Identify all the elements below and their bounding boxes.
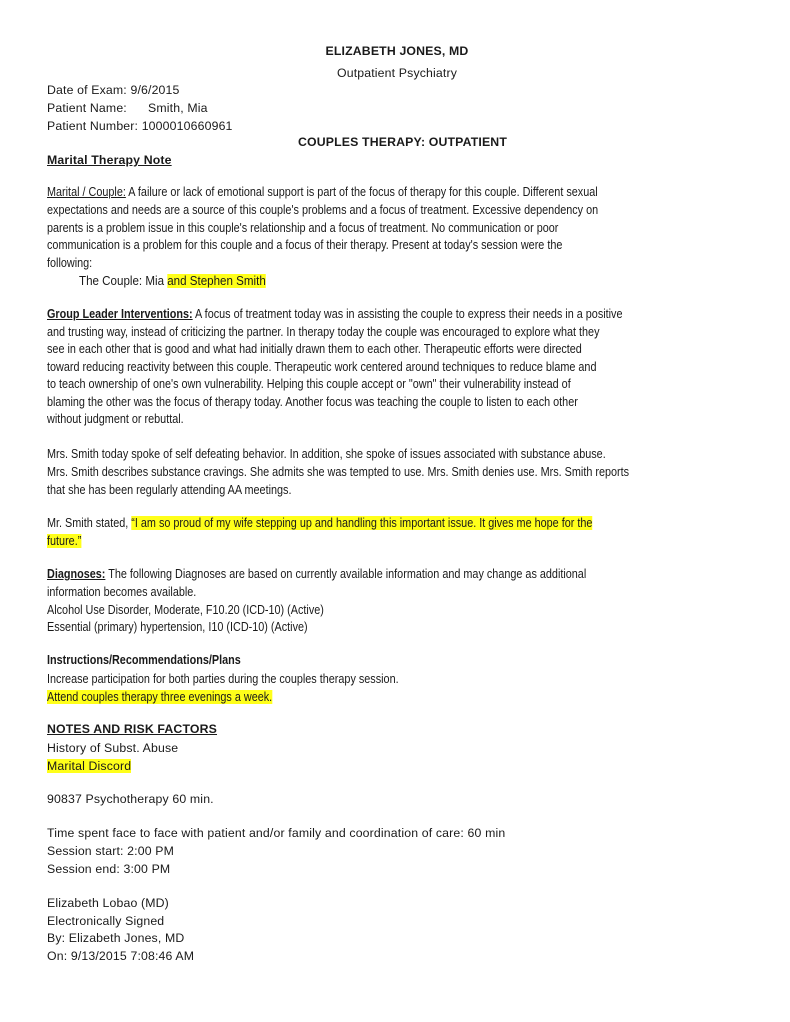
patient-number — [47, 119, 233, 133]
department — [0, 66, 790, 80]
interventions-text: to teach ownership of one's own vulnerability. Helping this couple accept or "own" their vulnerability instead of — [47, 377, 571, 391]
billing-code-text: 90837 Psychotherapy 60 min. — [47, 792, 214, 806]
note-type-text: COUPLES THERAPY: OUTPATIENT — [298, 135, 508, 149]
instructions-line — [47, 670, 456, 688]
signature-by-text: By: Elizabeth Jones, MD — [47, 931, 185, 945]
patient-number-value: 1000010660961 — [141, 119, 233, 133]
diagnoses-line — [47, 583, 221, 601]
instructions-highlight: Attend couples therapy three evenings a week. — [47, 690, 273, 704]
marital-text: communication is a problem for this couple and a focus of their therapy. Present at today's session were the — [47, 238, 563, 252]
note-type — [298, 135, 507, 149]
marital-line — [47, 236, 646, 254]
exam-date-value: 9/6/2015 — [130, 83, 180, 97]
mrs-smith-line — [47, 463, 724, 481]
time-spent-text: Time spent face to face with patient and/or family and coordination of care: 60 min — [47, 826, 506, 840]
signature-date — [47, 949, 194, 963]
session-end — [47, 862, 170, 876]
marital-line — [47, 254, 100, 272]
interventions-label: Group Leader Interventions: — [47, 307, 193, 321]
interventions-line — [47, 323, 689, 341]
interventions-text: toward reducing reactivity between this couple. Therapeutic work centered around techniques to reduce blame and — [47, 360, 597, 374]
signature-name — [47, 896, 169, 910]
instructions-line — [47, 688, 309, 706]
mr-smith-line — [47, 532, 87, 550]
mrs-smith-text: Mrs. Smith today spoke of self defeating behavior. In addition, she spoke of issues associated with substance abuse. — [47, 447, 606, 461]
diagnoses-label: Diagnoses: — [47, 567, 106, 581]
marital-line — [47, 219, 642, 237]
interventions-text: blaming the other was the focus of therapy today. Another focus was teaching the couple to listen to each other — [47, 395, 578, 409]
interventions-line — [47, 305, 716, 323]
patient-name-label: Patient Name: — [47, 101, 127, 115]
mr-smith-quote: future.” — [47, 534, 82, 548]
signature-name-text: Elizabeth Lobao (MD) — [47, 896, 169, 910]
risk-item — [47, 759, 131, 773]
marital-line — [47, 183, 687, 201]
marital-label: Marital / Couple: — [47, 185, 126, 199]
mr-smith-prefix: Mr. Smith stated, — [47, 516, 132, 530]
interventions-text: without judgment or rebuttal. — [47, 412, 184, 426]
interventions-line — [47, 375, 656, 393]
marital-text: parents is a problem issue in this couple's relationship and a focus of treatment. No communication or poor — [47, 221, 559, 235]
session-end-text: Session end: 3:00 PM — [47, 862, 171, 876]
interventions-line — [47, 358, 686, 376]
diagnoses-text: The following Diagnoses are based on currently available information and may change as additional — [105, 567, 587, 581]
risk-item-text: History of Subst. Abuse — [47, 741, 179, 755]
billing-code — [47, 792, 214, 806]
risk-title-text: NOTES AND RISK FACTORS — [47, 722, 218, 736]
diagnosis-item — [47, 618, 350, 636]
diagnosis-text: Essential (primary) hypertension, I10 (ICD-10) (Active) — [47, 620, 308, 634]
interventions-line — [47, 410, 206, 428]
signature-status-text: Electronically Signed — [47, 914, 165, 928]
risk-title — [47, 722, 217, 736]
diagnosis-text: Alcohol Use Disorder, Moderate, F10.20 (ICD-10) (Active) — [47, 603, 324, 617]
interventions-text: see in each other that is good and what had initially drawn them to each other. Therapeutic efforts were directed — [47, 342, 582, 356]
interventions-line — [47, 393, 664, 411]
marital-text: A failure or lack of emotional support is part of the focus of therapy for this couple. Different sexual — [125, 185, 598, 199]
department-text: Outpatient Psychiatry — [336, 66, 458, 80]
couple-prefix: The Couple: Mia — [79, 274, 168, 288]
marital-text: expectations and needs are a source of this couple's problems and a focus of treatment. Excessive dependency on — [47, 203, 599, 217]
signature-date-text: On: 9/13/2015 7:08:46 AM — [47, 949, 195, 963]
section-title — [47, 153, 172, 167]
diagnoses-line — [47, 565, 674, 583]
patient-name — [47, 101, 208, 115]
doctor-name — [0, 44, 790, 58]
marital-line — [47, 201, 688, 219]
patient-number-label: Patient Number: — [47, 119, 139, 133]
session-start — [47, 844, 174, 858]
couple-highlight: and Stephen Smith — [167, 274, 266, 288]
mr-smith-quote: “I am so proud of my wife stepping up and handling this important issue. It gives me hope for the — [131, 516, 593, 530]
time-spent — [47, 826, 505, 840]
interventions-line — [47, 340, 669, 358]
doctor-name-text: ELIZABETH JONES, MD — [325, 44, 469, 58]
couple-line — [79, 272, 282, 290]
signature-by — [47, 931, 184, 945]
instructions-title-text: Instructions/Recommendations/Plans — [47, 653, 241, 667]
instructions-text: Increase participation for both parties during the couples therapy session. — [47, 672, 399, 686]
exam-date — [47, 83, 180, 97]
interventions-text: A focus of treatment today was in assisting the couple to express their needs in a positive — [192, 307, 623, 321]
instructions-title — [47, 651, 272, 669]
session-start-text: Session start: 2:00 PM — [47, 844, 175, 858]
marital-text: following: — [47, 256, 93, 270]
diagnosis-item — [47, 601, 369, 619]
risk-item-highlight: Marital Discord — [47, 759, 132, 773]
mrs-smith-line — [47, 445, 697, 463]
interventions-text: and trusting way, instead of criticizing the partner. In therapy today the couple was encouraged to explore what they — [47, 325, 600, 339]
mrs-smith-text: Mrs. Smith describes substance cravings. She admits she was tempted to use. Mrs. Smith denies use. Mrs. Smith reports — [47, 465, 630, 479]
patient-name-value: Smith, Mia — [148, 101, 208, 115]
risk-item — [47, 741, 178, 755]
mrs-smith-line — [47, 481, 331, 499]
section-title-text: Marital Therapy Note — [47, 153, 172, 167]
mr-smith-line — [47, 514, 681, 532]
diagnoses-text: information becomes available. — [47, 585, 197, 599]
signature-status — [47, 914, 164, 928]
mrs-smith-text: that she has been regularly attending AA meetings. — [47, 483, 292, 497]
exam-date-label: Date of Exam: — [47, 83, 127, 97]
